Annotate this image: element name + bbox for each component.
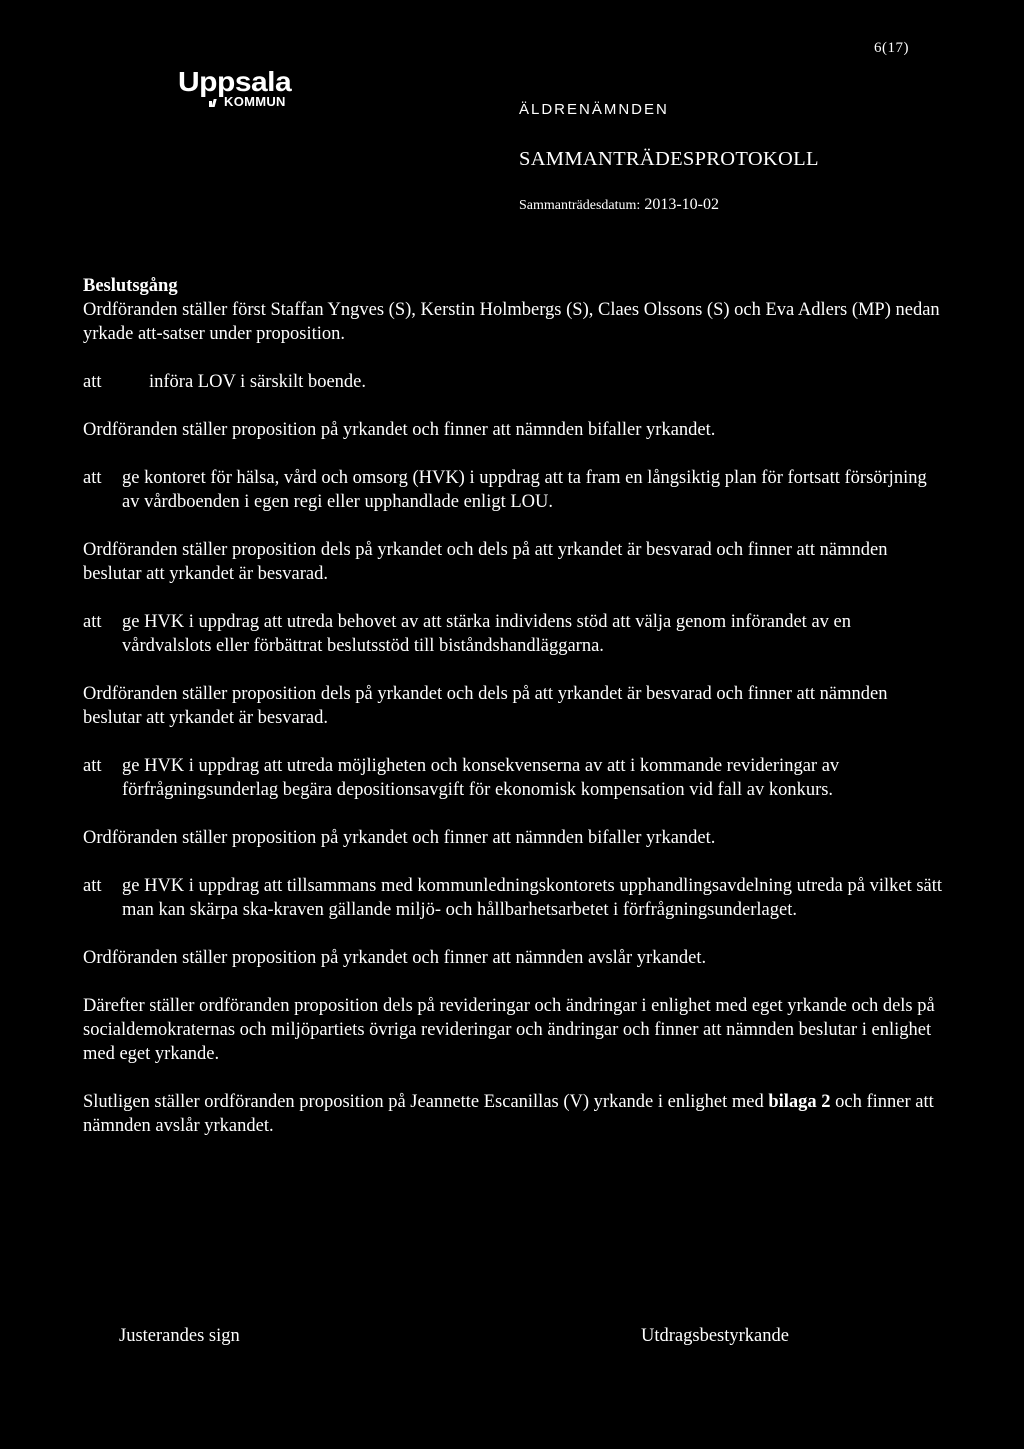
att-clause — [83, 466, 943, 514]
att-clause-text: ge HVK i uppdrag att utreda möjligheten och konsekvenserna av att i kommande revideringar av förfrågningsunderlag begära depositionsavgift för ekonomisk kompensation vid fall av konkurs. — [122, 756, 840, 800]
att-keyword: att — [83, 876, 102, 896]
intro-paragraph: Ordföranden ställer först Staffan Yngves (S), Kerstin Holmbergs (S), Claes Olssons (S) och Eva Adlers (MP) nedan yrkade att-satser under proposition. — [83, 300, 940, 344]
att-clause — [83, 874, 943, 922]
att-clause-text: ge kontoret för hälsa, vård och omsorg (HVK) i uppdrag att ta fram en långsiktig plan för fortsatt försörjning av vårdboenden i egen regi eller upphandlade enligt LOU. — [122, 468, 927, 512]
logo-mark-icon — [208, 98, 220, 108]
decision-paragraph: Ordföranden ställer proposition dels på yrkandet och dels på att yrkandet är besvarad och finner att nämnden beslutar att yrkandet är besvarad. — [83, 540, 888, 584]
logo-sub-text: KOMMUN — [224, 94, 286, 109]
decision-paragraph: Ordföranden ställer proposition dels på yrkandet och dels på att yrkandet är besvarad och finner att nämnden beslutar att yrkandet är besvarad. — [83, 684, 888, 728]
meeting-date — [519, 193, 719, 218]
decision-paragraph: Ordföranden ställer proposition på yrkandet och finner att nämnden bifaller yrkandet. — [83, 420, 716, 440]
att-keyword: att — [83, 612, 102, 632]
uppsala-kommun-logo — [178, 67, 328, 112]
section-heading: Beslutsgång — [83, 276, 178, 296]
decision-paragraph: Ordföranden ställer proposition på yrkandet och finner att nämnden avslår yrkandet. — [83, 948, 707, 968]
attachment-reference: bilaga 2 — [768, 1092, 831, 1112]
decision-paragraph: Ordföranden ställer proposition på yrkandet och finner att nämnden bifaller yrkandet. — [83, 828, 716, 848]
closing-paragraph: Därefter ställer ordföranden proposition dels på revideringar och ändringar i enlighet med eget yrkande och dels på socialdemokraternas och miljöpartiets övriga revideringar och ändringar och finner att nämnden beslutar i enlighet med eget yrkande. — [83, 996, 935, 1064]
protocol-body — [83, 274, 943, 1162]
att-clause — [83, 754, 943, 802]
att-keyword: att — [83, 756, 102, 776]
signature-label-left: Justerandes sign — [119, 1326, 240, 1346]
organization-name: ÄLDRENÄMNDEN — [519, 101, 669, 118]
att-clause-text: ge HVK i uppdrag att tillsammans med kommunledningskontorets upphandlingsavdelning utreda på vilket sätt man kan skärpa ska-kraven gällande miljö- och hållbarhetsarbetet i förfrågningsunderlaget. — [122, 876, 943, 920]
final-text-start: Slutligen ställer ordföranden proposition på Jeannette Escanillas (V) yrkande i enlighet med — [83, 1092, 769, 1112]
date-value: 2013-10-02 — [644, 196, 719, 213]
signature-label-right: Utdragsbestyrkande — [641, 1326, 789, 1346]
date-label: Sammanträdesdatum: — [519, 198, 641, 213]
document-title: SAMMANTRÄDESPROTOKOLL — [519, 148, 819, 170]
att-keyword: att — [83, 372, 102, 392]
att-clause-text: ge HVK i uppdrag att utreda behovet av att stärka individens stöd att välja genom införandet av en vårdvalslots eller förbättrat beslutsstöd till biståndshandläggarna. — [122, 612, 851, 656]
att-keyword: att — [83, 468, 102, 488]
att-clause — [83, 370, 943, 394]
logo-main-text: Uppsala — [178, 67, 292, 98]
page-number: 6(17) — [874, 40, 909, 56]
final-paragraph — [83, 1090, 943, 1138]
att-clause-text: införa LOV i särskilt boende. — [149, 372, 366, 392]
att-clause — [83, 610, 943, 658]
final-text-end: och finner att nämnden avslår yrkandet. — [83, 1092, 934, 1136]
